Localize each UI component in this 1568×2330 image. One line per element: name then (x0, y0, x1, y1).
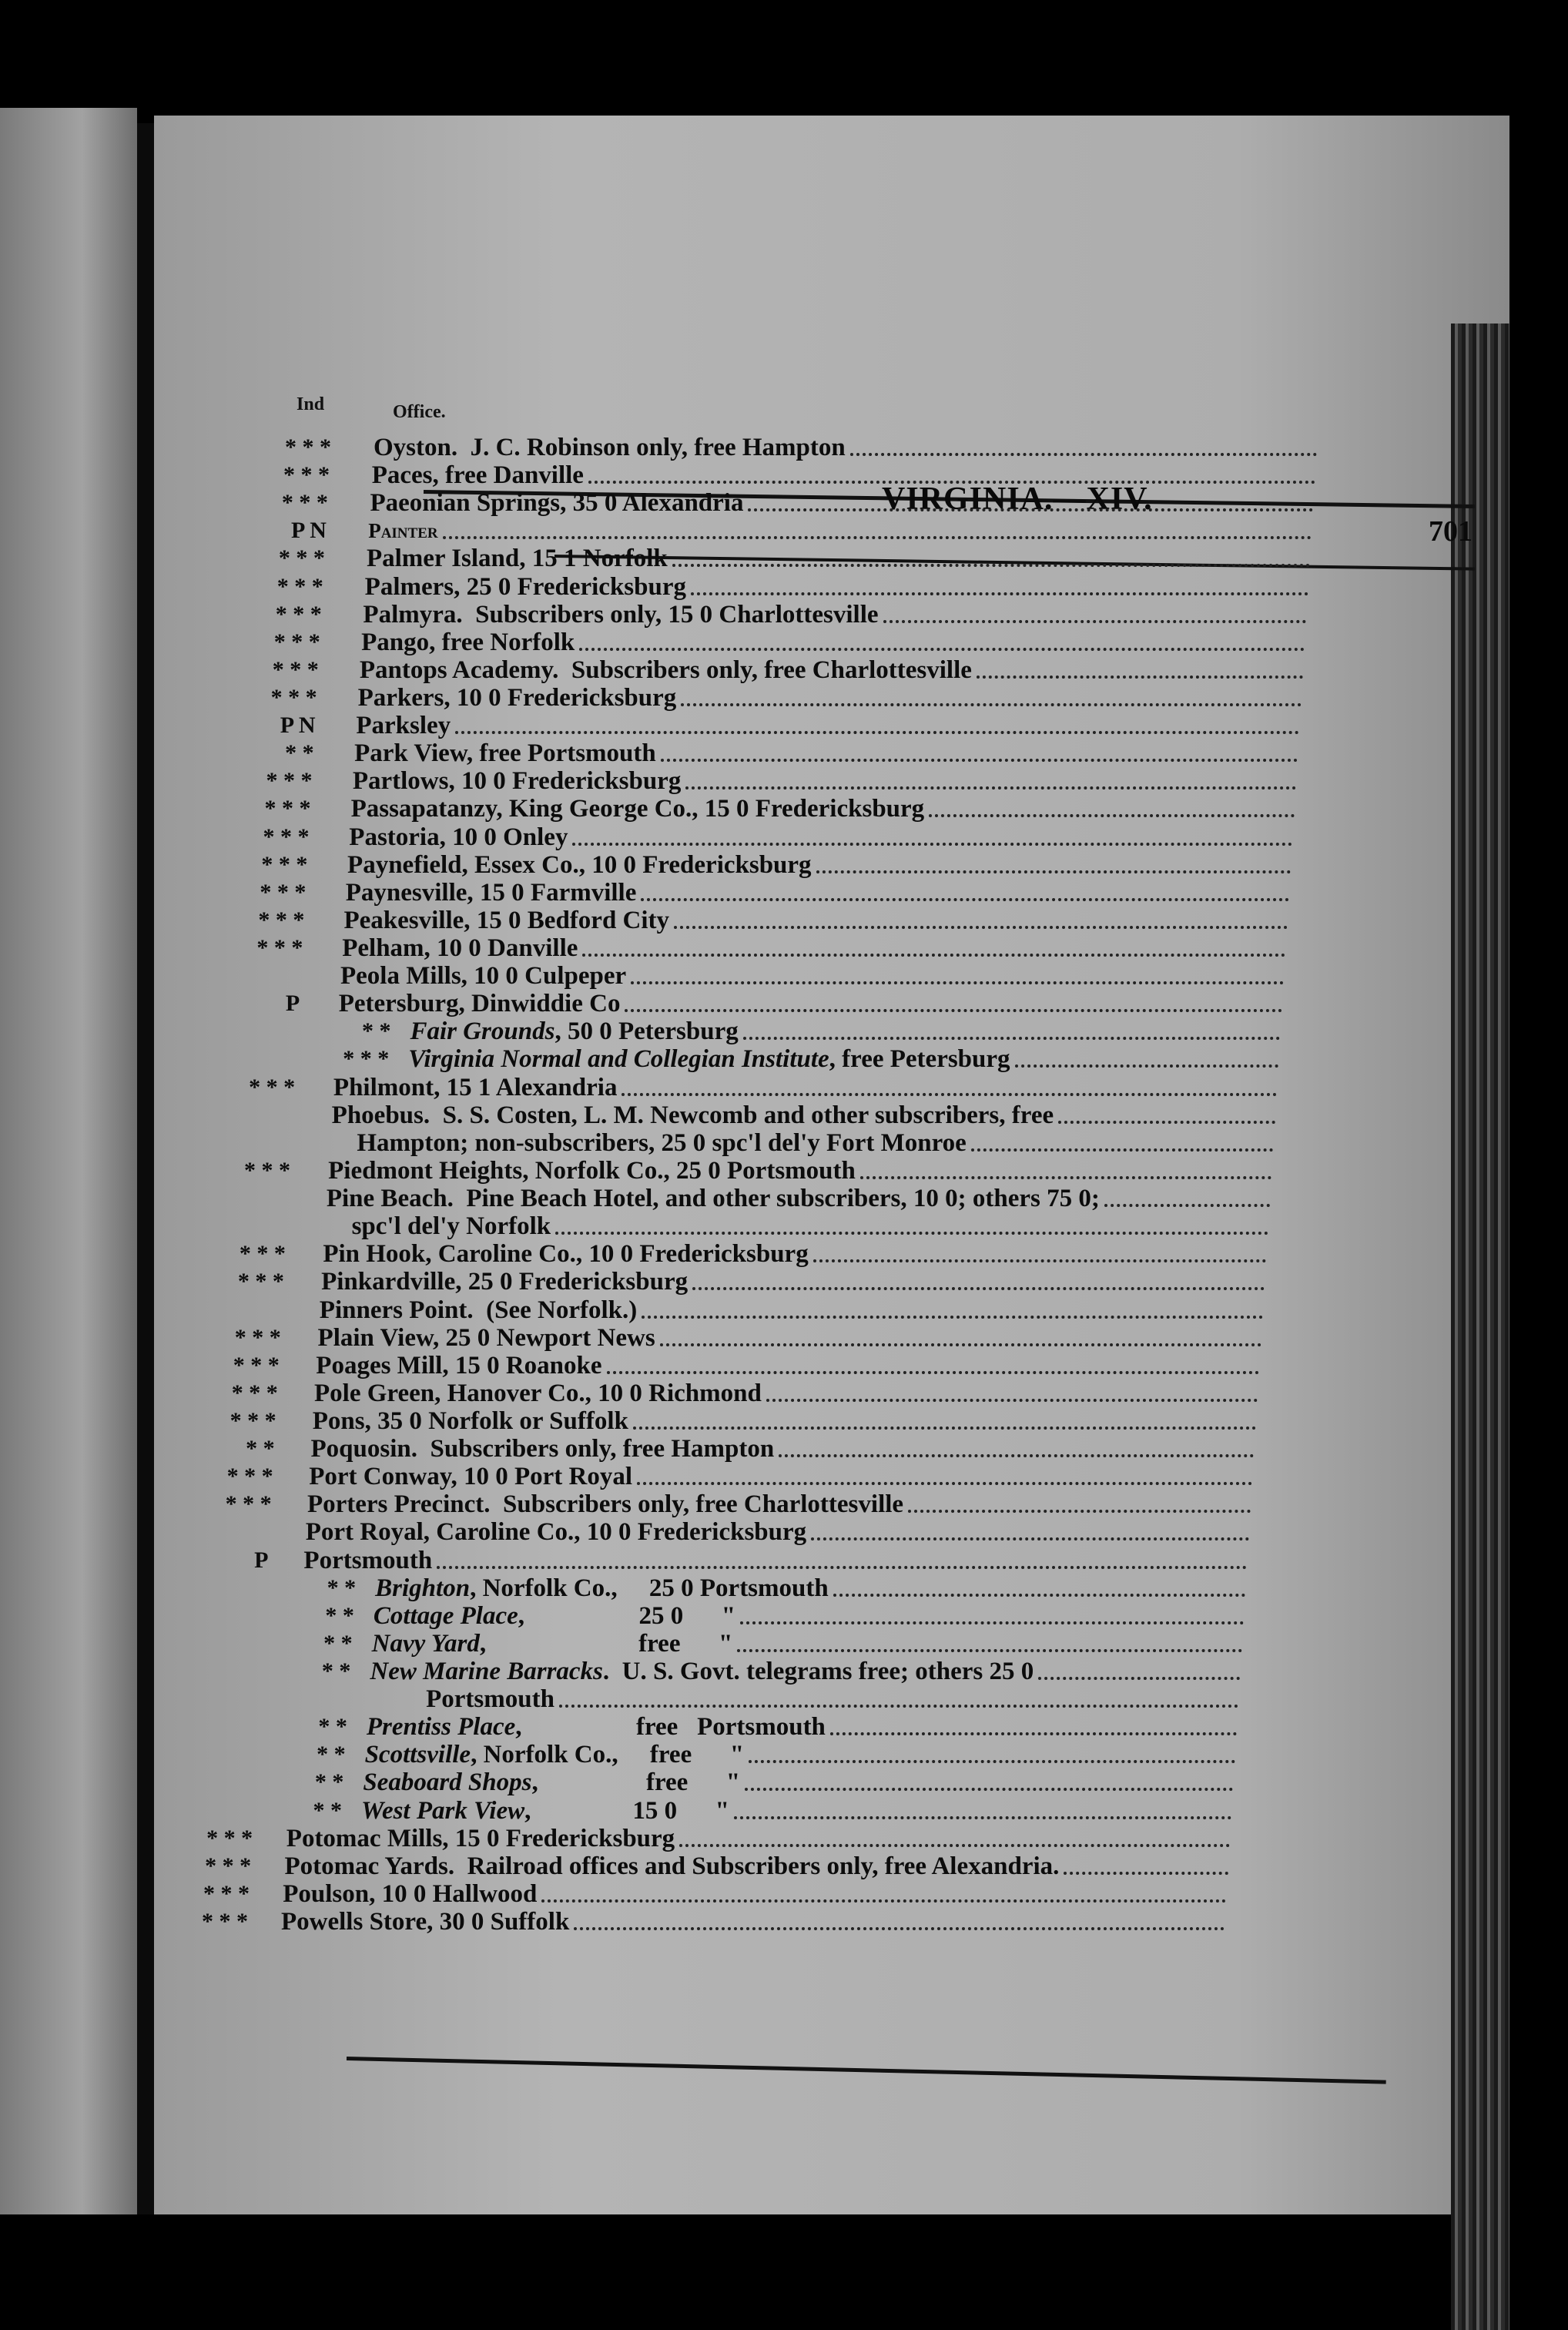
entry-indicator: * * * (275, 601, 322, 627)
entry-indicator: * * * (270, 685, 317, 711)
dot-leader (737, 1646, 1241, 1652)
dot-leader (674, 923, 1287, 929)
entry-indicator: * * * (205, 1852, 252, 1879)
entry-indicator: P (254, 1547, 269, 1573)
entry-office: Navy Yard, free " (371, 1629, 733, 1658)
dot-leader (625, 1006, 1282, 1012)
dot-leader (860, 1173, 1271, 1179)
dot-leader (766, 1396, 1258, 1402)
entry-office: Paynefield, Essex Co., 10 0 Fredericksburg (347, 850, 812, 879)
entry-indicator: * * * (263, 823, 310, 850)
entry-row (154, 962, 1509, 991)
entry-row (154, 906, 1509, 934)
entry-office: Paeonian Springs, 35 0 Alexandria (370, 489, 744, 518)
dot-leader (692, 1284, 1265, 1290)
dot-leader (691, 589, 1308, 595)
entry-row (154, 572, 1509, 601)
entry-row (154, 990, 1509, 1018)
entry-row (154, 628, 1509, 656)
entry-office: Virginia Normal and Collegian Institute, free Petersburg (408, 1045, 1010, 1074)
entry-row (154, 1379, 1509, 1407)
entry-row (154, 1240, 1509, 1269)
entry-row (154, 850, 1509, 879)
entry-row (154, 1101, 1509, 1129)
entry-indicator: * * * (233, 1352, 280, 1378)
entry-indicator: * * * (202, 1909, 248, 1934)
dot-leader (977, 672, 1303, 679)
entry-office: Partlows, 10 0 Fredericksburg (352, 767, 682, 796)
dot-leader (833, 1591, 1245, 1597)
dot-leader (734, 1813, 1231, 1819)
dot-leader (437, 1563, 1247, 1569)
entry-row (154, 1518, 1509, 1547)
dot-leader (582, 950, 1285, 957)
entry-row (154, 1908, 1509, 1936)
dot-leader (883, 617, 1307, 623)
entry-office: New Marine Barracks. U. S. Govt. telegrams free; others 25 0 (370, 1657, 1034, 1685)
entry-office: Paces, free Danville (371, 461, 584, 490)
entry-row (154, 1629, 1509, 1658)
dot-leader (1104, 1201, 1270, 1207)
entry-row (154, 1879, 1509, 1908)
entry-row (154, 1824, 1509, 1852)
dot-leader (631, 978, 1284, 984)
entry-row (154, 1128, 1509, 1157)
dot-leader (1064, 1869, 1228, 1875)
dot-leader (740, 1618, 1244, 1624)
entry-office: Potomac Mills, 15 0 Fredericksburg (286, 1824, 675, 1852)
entry-office: Pango, free Norfolk (361, 628, 575, 656)
dot-leader (816, 867, 1291, 873)
entry-office: Pons, 35 0 Norfolk or Suffolk (312, 1406, 628, 1435)
dot-leader (745, 1785, 1233, 1791)
entry-indicator: P N (280, 712, 316, 739)
entry-office: Poquosin. Subscribers only, free Hampton (310, 1435, 775, 1463)
entry-office: Phoebus. S. S. Costen, L. M. Newcomb and other subscribers, free (331, 1101, 1054, 1129)
entry-list (154, 116, 1509, 2214)
entry-office: Pin Hook, Caroline Co., 10 0 Fredericksburg (323, 1240, 809, 1269)
entry-office: Passapatanzy, King George Co., 15 0 Fredericksburg (350, 795, 925, 823)
entry-row (154, 1268, 1509, 1296)
dot-leader (1038, 1674, 1240, 1680)
dot-leader (743, 1034, 1281, 1040)
dot-leader (607, 1368, 1260, 1374)
entry-office: Parksley (356, 712, 451, 740)
entry-row (154, 1406, 1509, 1435)
entry-office: Peakesville, 15 0 Bedford City (343, 906, 670, 934)
dot-leader (748, 505, 1313, 511)
entry-office: Hampton; non-subscribers, 25 0 spc'l del'y Fort Monroe (357, 1128, 967, 1157)
entry-indicator: * * * (281, 490, 328, 516)
entry-office: spc'l del'y Norfolk (351, 1212, 551, 1241)
entry-row (154, 1796, 1509, 1825)
entry-office: Oyston. J. C. Robinson only, free Hampton (374, 434, 846, 461)
entry-office: Cottage Place, 25 0 " (373, 1601, 736, 1630)
left-page-edge (0, 108, 137, 2214)
entry-row (154, 1741, 1509, 1769)
entry-indicator: * * * (237, 1269, 284, 1295)
dot-leader (642, 1313, 1263, 1319)
entry-office: Parkers, 10 0 Fredericksburg (357, 684, 677, 712)
dot-leader (559, 1701, 1238, 1708)
entry-indicator: * * (314, 1769, 344, 1795)
entry-row (154, 1685, 1509, 1714)
entry-row (154, 1490, 1509, 1519)
entry-office: Palmyra. Subscribers only, 15 0 Charlottesville (363, 600, 879, 629)
entry-office: Pelham, 10 0 Danville (342, 934, 578, 963)
entry-row (154, 1212, 1509, 1241)
dot-leader (572, 840, 1292, 846)
entry-indicator: * * (246, 1436, 275, 1462)
dot-leader (579, 645, 1305, 651)
entry-office: Petersburg, Dinwiddie Co (338, 990, 621, 1018)
dot-leader (660, 1340, 1261, 1346)
entry-indicator: * * (285, 740, 314, 766)
dot-leader (850, 450, 1317, 456)
dot-leader (672, 561, 1310, 567)
entry-indicator: * * * (273, 629, 320, 655)
entry-indicator: * * (321, 1658, 351, 1684)
entry-office: Portsmouth (426, 1685, 554, 1714)
column-header-office: Office. (393, 402, 446, 422)
entry-row (154, 1296, 1509, 1324)
entry-indicator: * * * (225, 1491, 272, 1517)
entry-indicator: * * * (231, 1380, 278, 1406)
entry-row (154, 489, 1509, 518)
entry-office: Fair Grounds, 50 0 Petersburg (410, 1017, 739, 1046)
entry-indicator: * * * (260, 879, 307, 905)
entry-indicator: * * * (230, 1407, 276, 1433)
entry-office: Pinners Point. (See Norfolk.) (319, 1296, 638, 1324)
page-title: VIRGINIA.—XIV. (882, 481, 1153, 517)
entry-row (154, 1713, 1509, 1742)
entry-indicator: * * * (206, 1825, 253, 1851)
entry-office: Seaboard Shops, free " (363, 1768, 741, 1797)
entry-office: Port Royal, Caroline Co., 10 0 Fredericksburg (305, 1518, 807, 1547)
entry-office: West Park View, 15 0 " (361, 1796, 729, 1825)
entry-office: Pinkardville, 25 0 Fredericksburg (321, 1268, 689, 1296)
dot-leader (813, 1256, 1267, 1262)
entry-row (154, 1351, 1509, 1380)
entry-row (154, 684, 1509, 712)
dot-leader (555, 1229, 1268, 1235)
entry-office: Philmont, 15 1 Alexandria (333, 1073, 618, 1101)
entry-row (154, 1323, 1509, 1352)
entry-indicator: * * * (343, 1046, 390, 1072)
entry-row (154, 436, 1509, 459)
dot-leader (681, 700, 1301, 706)
entry-indicator: * * (318, 1714, 347, 1740)
entry-row (154, 1657, 1509, 1685)
dot-leader (541, 1896, 1226, 1903)
dot-leader (830, 1729, 1237, 1735)
entry-indicator: * * * (266, 768, 313, 794)
dot-leader (929, 811, 1294, 817)
dot-leader (779, 1451, 1254, 1457)
entry-row (154, 655, 1509, 684)
entry-indicator: * * (317, 1742, 346, 1768)
entry-office: Porters Precinct. Subscribers only, free Charlottesville (307, 1490, 904, 1519)
entry-row (154, 1045, 1509, 1074)
entry-row (154, 712, 1509, 740)
entry-indicator: * * * (276, 573, 323, 599)
entry-office: Potomac Yards. Railroad offices and Subscribers only, free Alexandria. (284, 1852, 1060, 1880)
entry-office: Portsmouth (303, 1546, 433, 1574)
entry-office: Piedmont Heights, Norfolk Co., 25 0 Portsmouth (328, 1156, 856, 1185)
entry-office: Paynesville, 15 0 Farmville (345, 878, 637, 907)
entry-office: Pastoria, 10 0 Onley (349, 823, 568, 851)
entry-row (154, 878, 1509, 907)
entry-row (154, 1156, 1509, 1185)
entry-indicator: * * (361, 1018, 391, 1044)
entry-indicator: * * * (285, 434, 331, 460)
entry-office: Park View, free Portsmouth (354, 739, 656, 768)
entry-indicator: * * * (203, 1880, 250, 1906)
dot-leader (574, 1924, 1225, 1930)
entry-office: Palmers, 25 0 Fredericksburg (364, 572, 686, 601)
dot-leader (1015, 1061, 1279, 1068)
entry-row (154, 1435, 1509, 1463)
entry-row (154, 795, 1509, 823)
dot-leader (679, 1841, 1230, 1847)
entry-indicator: * * (323, 1630, 353, 1656)
entry-row (154, 1574, 1509, 1602)
entry-row (154, 600, 1509, 629)
entry-indicator: * * * (226, 1463, 273, 1490)
entry-office: Poages Mill, 15 0 Roanoke (316, 1351, 602, 1380)
column-header-ind: Ind (297, 394, 325, 414)
entry-office: Painter (368, 519, 438, 543)
entry-office: Peola Mills, 10 0 Culpeper (340, 962, 627, 991)
entry-row (154, 1073, 1509, 1101)
entry-row (154, 1546, 1509, 1574)
entry-row (154, 1768, 1509, 1797)
entry-indicator: * * * (249, 1074, 296, 1100)
entry-row (154, 1852, 1509, 1880)
entry-indicator: * * (313, 1797, 343, 1823)
dot-leader (622, 1090, 1276, 1096)
dot-leader (637, 1479, 1252, 1485)
entry-indicator: * * * (283, 462, 330, 488)
entry-indicator: P N (291, 518, 327, 544)
entry-row (154, 934, 1509, 963)
entry-office: Brighton, Norfolk Co., 25 0 Portsmouth (375, 1574, 829, 1602)
entry-indicator: * * * (256, 935, 303, 961)
dot-leader (443, 533, 1312, 539)
entry-office: Pine Beach. Pine Beach Hotel, and other subscribers, 10 0; others 75 0; (326, 1185, 1100, 1213)
entry-row (154, 545, 1509, 573)
entry-row (154, 1017, 1509, 1046)
entry-indicator: * * * (261, 851, 308, 877)
entry-indicator: * * * (264, 796, 311, 822)
entry-indicator: * * * (258, 907, 305, 933)
dot-leader (1058, 1118, 1275, 1124)
entry-office: Plain View, 25 0 Newport News (317, 1323, 655, 1352)
entry-row (154, 767, 1509, 796)
dot-leader (908, 1507, 1251, 1513)
entry-office: Scottsville, Norfolk Co., free " (364, 1741, 745, 1769)
page (154, 116, 1509, 2214)
entry-indicator: * * * (239, 1241, 286, 1267)
entry-row (154, 1601, 1509, 1630)
entry-row (154, 739, 1509, 768)
entry-indicator: * * * (272, 656, 319, 682)
entry-office: Powells Store, 30 0 Suffolk (281, 1908, 570, 1936)
entry-indicator: P (285, 991, 300, 1017)
dot-leader (685, 783, 1295, 790)
dot-leader (811, 1534, 1249, 1540)
dot-leader (633, 1423, 1256, 1430)
entry-row (154, 823, 1509, 851)
entry-office: Prentiss Place, free Portsmouth (366, 1713, 826, 1742)
entry-indicator: * * (325, 1602, 354, 1628)
dot-leader (749, 1757, 1235, 1763)
entry-office: Port Conway, 10 0 Port Royal (309, 1463, 633, 1491)
entry-indicator: * * * (244, 1157, 291, 1183)
entry-row (154, 1463, 1509, 1491)
entry-office: Pole Green, Hanover Co., 10 0 Richmond (314, 1379, 762, 1407)
page-number: 701 (1429, 515, 1473, 548)
entry-office: Palmer Island, 15 1 Norfolk (366, 545, 668, 573)
entry-office: Poulson, 10 0 Hallwood (283, 1879, 538, 1908)
entry-office: Pantops Academy. Subscribers only, free Charlottesville (359, 655, 972, 684)
entry-row (154, 519, 1509, 542)
dot-leader (588, 478, 1315, 484)
book-gutter (137, 123, 154, 2214)
entry-indicator: * * * (234, 1324, 281, 1350)
entry-indicator: * * * (278, 545, 325, 572)
dot-leader (455, 728, 1299, 734)
dot-leader (971, 1145, 1274, 1152)
entry-row (154, 1185, 1509, 1213)
dot-leader (661, 756, 1298, 762)
entry-row (154, 461, 1509, 490)
entry-indicator: * * (327, 1574, 357, 1601)
dot-leader (641, 895, 1288, 901)
